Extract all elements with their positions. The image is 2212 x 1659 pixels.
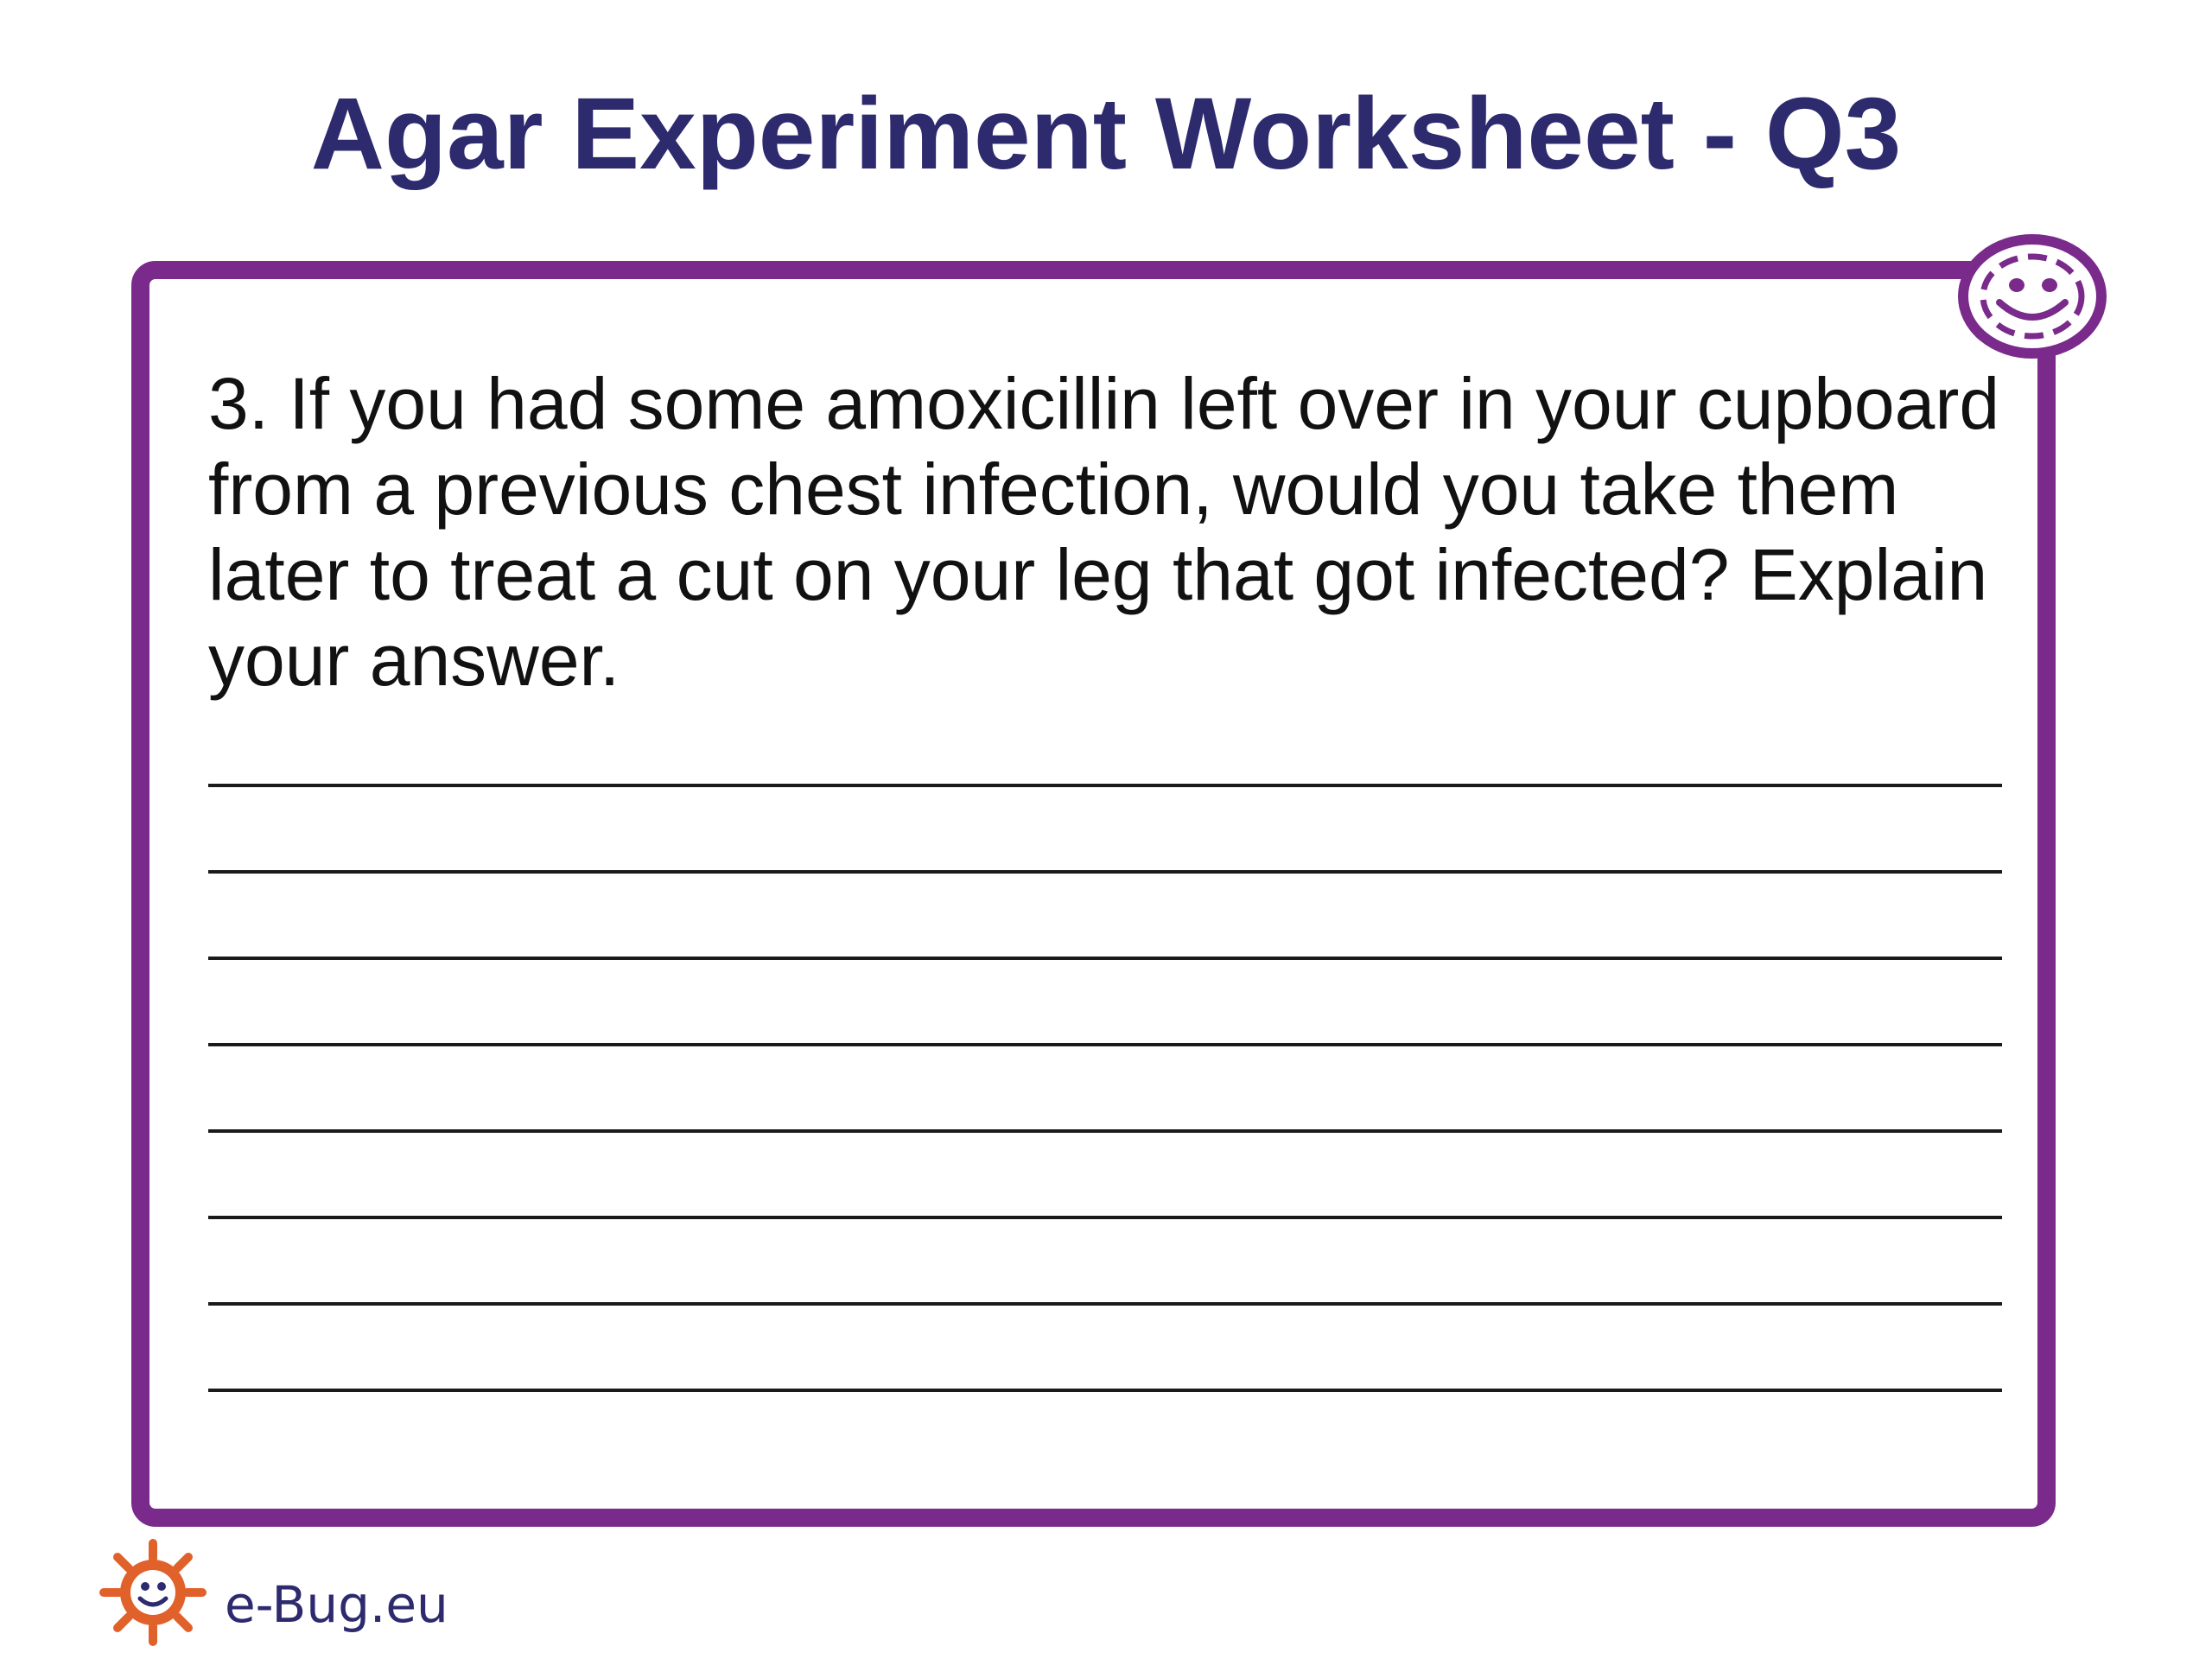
answer-line[interactable] [208, 1216, 2002, 1219]
footer-logo-text[interactable]: e-Bug.eu [225, 1575, 448, 1634]
answer-line[interactable] [208, 1302, 2002, 1306]
e-bug-logo-icon [97, 1536, 209, 1649]
page-title: Agar Experiment Worksheet - Q3 [310, 77, 1902, 191]
answer-line[interactable] [208, 1043, 2002, 1046]
answer-line[interactable] [208, 1389, 2002, 1392]
answer-line[interactable] [208, 1129, 2002, 1133]
answer-line[interactable] [208, 957, 2002, 960]
question-text: 3. If you had some amoxicillin left over in your cupboard from a previous chest infection, would you take them later to treat a cut on your leg that got infected? Explain your answer. [208, 363, 2000, 701]
answer-line[interactable] [208, 870, 2002, 874]
smiling-bug-icon [1955, 232, 2110, 361]
answer-line[interactable] [208, 784, 2002, 787]
